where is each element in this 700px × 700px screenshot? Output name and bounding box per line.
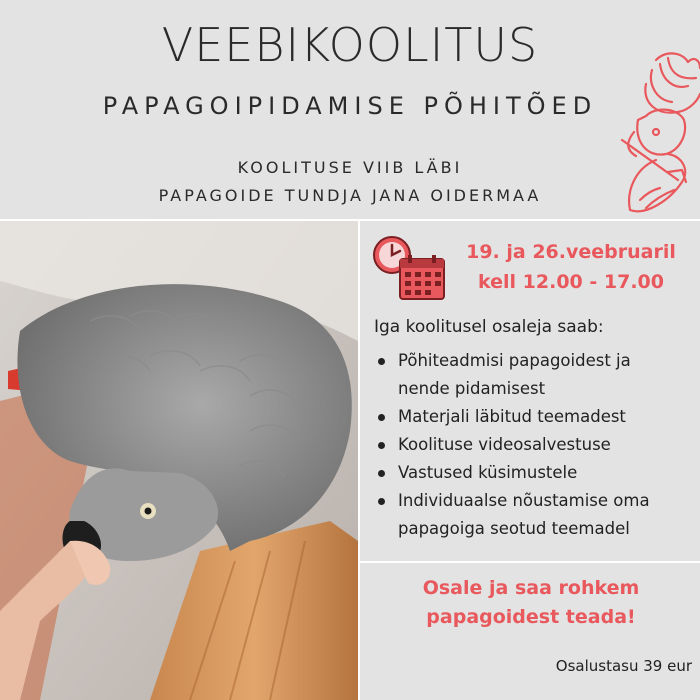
list-item-line: Individuaalse nõustamise oma (398, 491, 650, 510)
list-item (374, 431, 696, 459)
header (0, 0, 700, 220)
event-date-line-1: 19. ja 26.veebruaril (466, 241, 676, 263)
list-item (374, 459, 696, 487)
event-date (446, 237, 696, 297)
cta-line-2: papagoidest teada! (426, 606, 636, 628)
list-item (374, 487, 696, 543)
info-panel (358, 221, 700, 700)
list-item (374, 347, 696, 403)
participation-fee: Osalustasu 39 eur (555, 657, 692, 675)
bullet-icon (378, 414, 385, 421)
bullet-icon (378, 442, 385, 449)
parrot-photo-illustration (0, 221, 358, 700)
benefits-list (374, 347, 696, 543)
trainer-line-2: PAPAGOIDE TUNDJA JANA OIDERMAA (158, 186, 542, 205)
call-to-action (360, 574, 700, 632)
benefits-intro: Iga koolitusel osaleja saab: (374, 317, 604, 337)
list-item-line: Koolituse videosalvestuse (398, 435, 611, 454)
bullet-icon (378, 498, 385, 505)
list-item (374, 403, 696, 431)
list-item-line: Vastused küsimustele (398, 463, 578, 482)
parrot-photo (0, 221, 358, 700)
calendar-clock-icon (370, 233, 450, 303)
list-item-line: papagoiga seotud teemadel (398, 519, 630, 538)
bullet-icon (378, 470, 385, 477)
list-item-line: nende pidamisest (398, 379, 546, 398)
bullet-icon (378, 358, 385, 365)
info-divider (360, 561, 700, 563)
page-subtitle: PAPAGOIPIDAMISE PÕHITÕED (102, 92, 598, 120)
parrot-doodle-icon (616, 50, 700, 220)
page-title: VEEBIKOOLITUS (161, 18, 539, 72)
trainer-line-1: KOOLITUSE VIIB LÄBI (237, 158, 463, 177)
cta-line-1: Osale ja saa rohkem (422, 577, 640, 599)
event-time-line: kell 12.00 - 17.00 (478, 271, 664, 293)
list-item-line: Materjali läbitud teemadest (398, 407, 626, 426)
list-item-line: Põhiteadmisi papagoidest ja (398, 351, 631, 370)
